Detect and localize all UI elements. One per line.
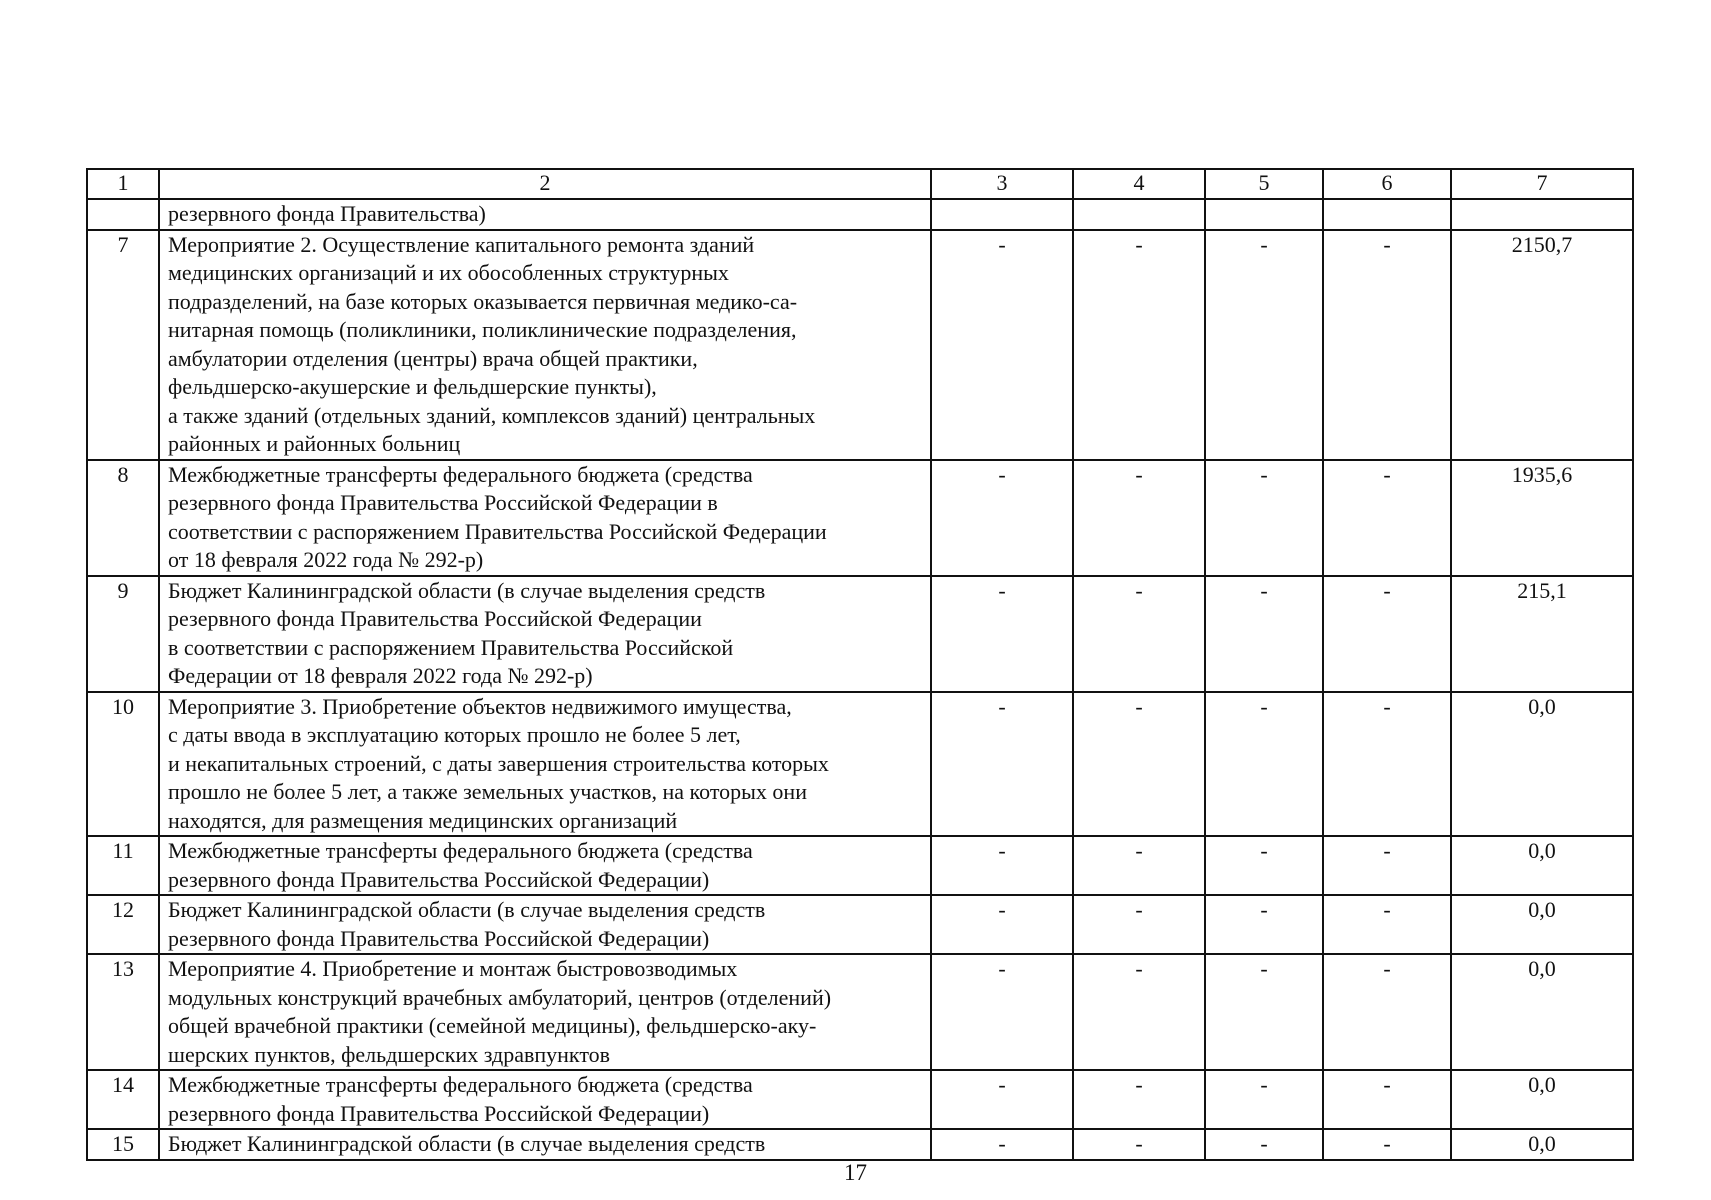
row-number: 11 xyxy=(87,836,159,895)
cell-col5: - xyxy=(1205,692,1323,837)
cell-col7: 0,0 xyxy=(1451,895,1633,954)
row-number xyxy=(87,199,159,230)
cell-col5: - xyxy=(1205,1070,1323,1129)
cell-col6: - xyxy=(1323,895,1451,954)
cell-col6: - xyxy=(1323,954,1451,1070)
cell-col5: - xyxy=(1205,895,1323,954)
row-description: Бюджет Калининградской области (в случае выделения средств резервного фонда Правительства Российской Федерации в соответствии с распоряжением Правительства Российской Федерации от 18 февраля 2022 года № 292-р) xyxy=(159,576,931,692)
cell-col4 xyxy=(1073,199,1205,230)
cell-col6: - xyxy=(1323,230,1451,460)
cell-col7: 1935,6 xyxy=(1451,460,1633,576)
row-description: Межбюджетные трансферты федерального бюджета (средства резервного фонда Правительства Российской Федерации) xyxy=(159,1070,931,1129)
cell-col7: 0,0 xyxy=(1451,836,1633,895)
row-number: 14 xyxy=(87,1070,159,1129)
table-row xyxy=(87,230,1633,460)
row-number: 13 xyxy=(87,954,159,1070)
cell-col6: - xyxy=(1323,692,1451,837)
cell-col6: - xyxy=(1323,1070,1451,1129)
cell-col4: - xyxy=(1073,576,1205,692)
cell-col3: - xyxy=(931,692,1073,837)
cell-col5: - xyxy=(1205,230,1323,460)
cell-col4: - xyxy=(1073,692,1205,837)
table-header-row xyxy=(87,169,1633,199)
cell-col4: - xyxy=(1073,1070,1205,1129)
column-header: 3 xyxy=(931,169,1073,199)
row-description: резервного фонда Правительства) xyxy=(159,199,931,230)
column-header: 7 xyxy=(1451,169,1633,199)
row-description: Мероприятие 3. Приобретение объектов недвижимого имущества, с даты ввода в эксплуатацию которых прошло не более 5 лет, и некапитальных строений, с даты завершения строительства которых прошло не более 5 лет, а также земельных участков, на которых они находятся, для размещения медицинских организаций xyxy=(159,692,931,837)
column-header: 4 xyxy=(1073,169,1205,199)
table-row xyxy=(87,1070,1633,1129)
cell-col4: - xyxy=(1073,895,1205,954)
cell-col3: - xyxy=(931,576,1073,692)
cell-col3: - xyxy=(931,895,1073,954)
cell-col6: - xyxy=(1323,836,1451,895)
row-description: Межбюджетные трансферты федерального бюджета (средства резервного фонда Правительства Российской Федерации) xyxy=(159,836,931,895)
cell-col3: - xyxy=(931,1070,1073,1129)
cell-col3: - xyxy=(931,836,1073,895)
table-row xyxy=(87,836,1633,895)
table-row xyxy=(87,954,1633,1070)
cell-col3 xyxy=(931,199,1073,230)
cell-col5: - xyxy=(1205,836,1323,895)
row-description: Бюджет Калининградской области (в случае выделения средств xyxy=(159,1129,931,1160)
cell-col7 xyxy=(1451,199,1633,230)
cell-col7: 2150,7 xyxy=(1451,230,1633,460)
cell-col5: - xyxy=(1205,576,1323,692)
row-number: 9 xyxy=(87,576,159,692)
cell-col4: - xyxy=(1073,954,1205,1070)
row-number: 12 xyxy=(87,895,159,954)
budget-table xyxy=(86,168,1634,1161)
cell-col6: - xyxy=(1323,576,1451,692)
row-description: Мероприятие 4. Приобретение и монтаж быстровозводимых модульных конструкций врачебных амбулаторий, центров (отделений) общей врачебной практики (семейной медицины), фельдшерско-аку- шерских пунктов, фельдшерских здравпунктов xyxy=(159,954,931,1070)
table-row xyxy=(87,692,1633,837)
cell-col3: - xyxy=(931,460,1073,576)
column-header: 5 xyxy=(1205,169,1323,199)
cell-col3: - xyxy=(931,1129,1073,1160)
column-header: 1 xyxy=(87,169,159,199)
cell-col3: - xyxy=(931,230,1073,460)
cell-col4: - xyxy=(1073,1129,1205,1160)
cell-col4: - xyxy=(1073,230,1205,460)
cell-col6: - xyxy=(1323,460,1451,576)
cell-col6 xyxy=(1323,199,1451,230)
cell-col5: - xyxy=(1205,460,1323,576)
cell-col5 xyxy=(1205,199,1323,230)
cell-col6: - xyxy=(1323,1129,1451,1160)
row-description: Межбюджетные трансферты федерального бюджета (средства резервного фонда Правительства Российской Федерации в соответствии с распоряжением Правительства Российской Федерации от 18 февраля 2022 года № 292-р) xyxy=(159,460,931,576)
row-description: Мероприятие 2. Осуществление капитального ремонта зданий медицинских организаций и их обособленных структурных подразделений, на базе которых оказывается первичная медико-са- нитарная помощь (поликлиники, поликлинические подразделения, амбулатории отделения (центры) врача общей практики, фельдшерско-акушерские и фельдшерские пункты), а также зданий (отдельных зданий, комплексов зданий) центральных районных и районных больниц xyxy=(159,230,931,460)
row-number: 15 xyxy=(87,1129,159,1160)
cell-col7: 0,0 xyxy=(1451,1070,1633,1129)
row-number: 8 xyxy=(87,460,159,576)
cell-col7: 0,0 xyxy=(1451,954,1633,1070)
cell-col5: - xyxy=(1205,954,1323,1070)
cell-col7: 215,1 xyxy=(1451,576,1633,692)
cell-col7: 0,0 xyxy=(1451,1129,1633,1160)
table-row xyxy=(87,460,1633,576)
cell-col4: - xyxy=(1073,460,1205,576)
row-description: Бюджет Калининградской области (в случае выделения средств резервного фонда Правительства Российской Федерации) xyxy=(159,895,931,954)
page-number: 17 xyxy=(844,1160,867,1185)
table-row xyxy=(87,895,1633,954)
column-header: 2 xyxy=(159,169,931,199)
column-header: 6 xyxy=(1323,169,1451,199)
cell-col4: - xyxy=(1073,836,1205,895)
row-number: 7 xyxy=(87,230,159,460)
cell-col5: - xyxy=(1205,1129,1323,1160)
row-number: 10 xyxy=(87,692,159,837)
table-row xyxy=(87,1129,1633,1160)
table-row xyxy=(87,576,1633,692)
cell-col7: 0,0 xyxy=(1451,692,1633,837)
table-row xyxy=(87,199,1633,230)
cell-col3: - xyxy=(931,954,1073,1070)
